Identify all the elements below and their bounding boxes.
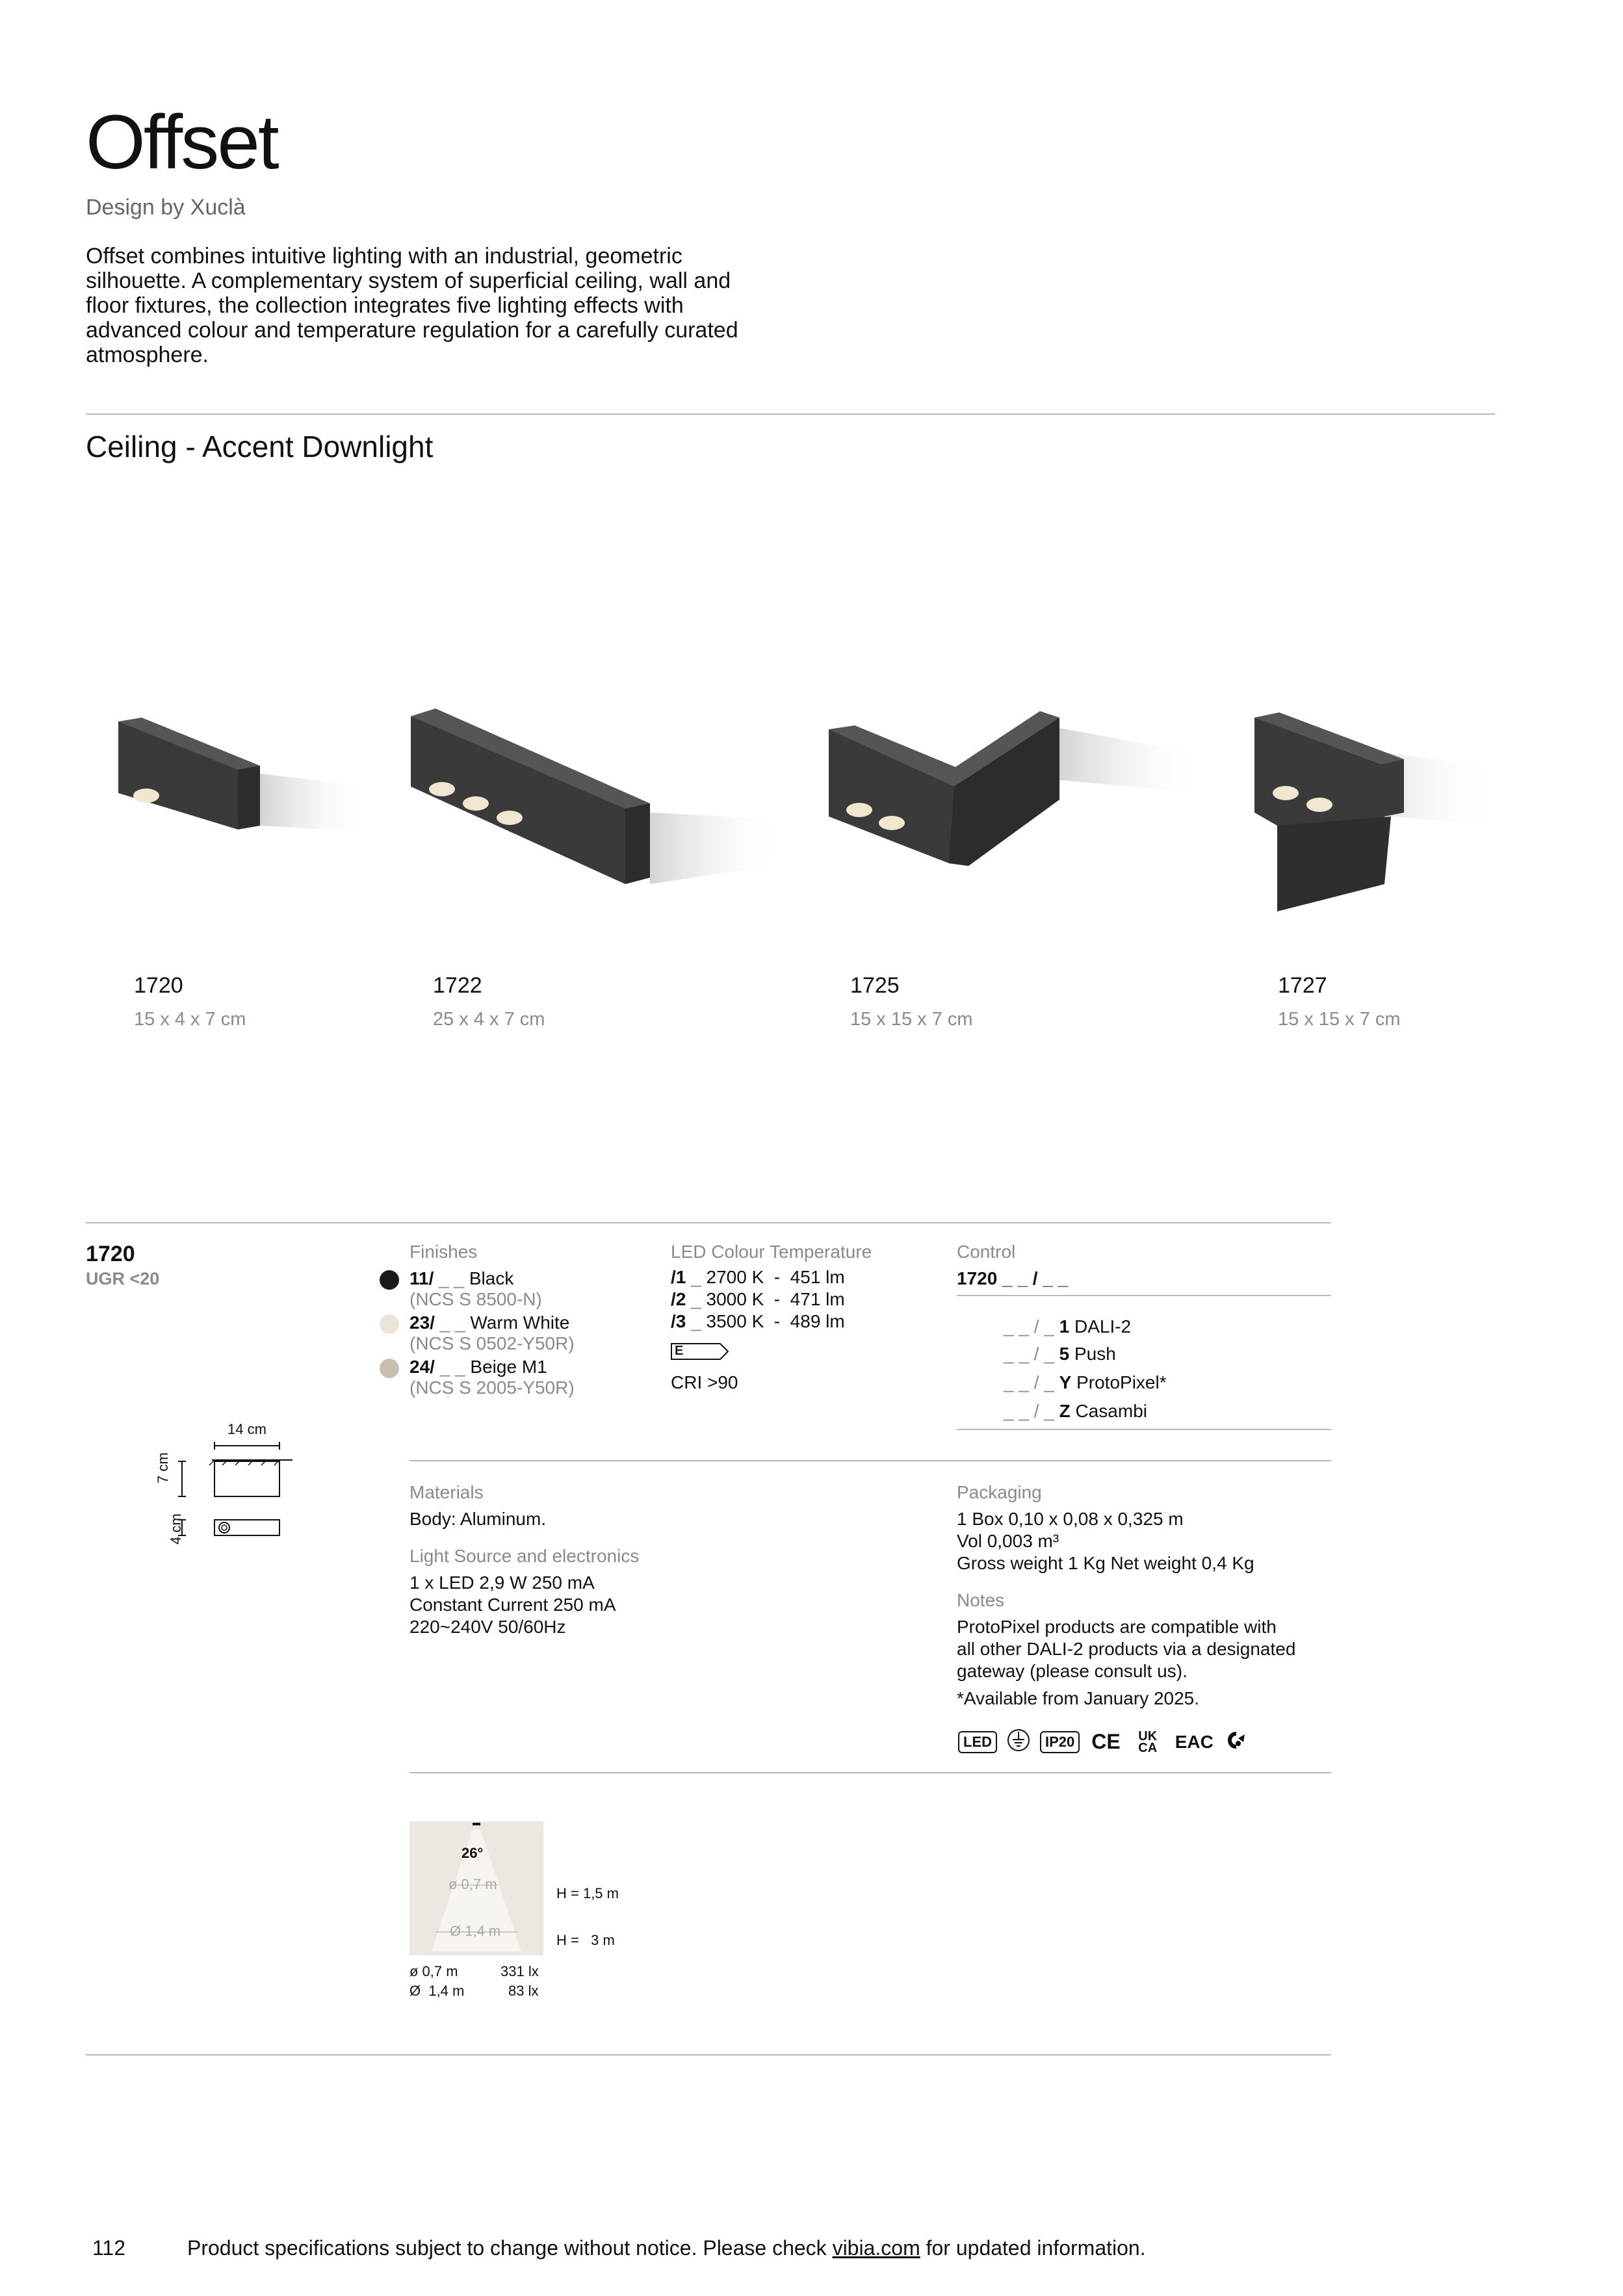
- swatch-beige: [380, 1359, 399, 1378]
- product-dimensions: 15 x 15 x 7 cm: [850, 1009, 973, 1030]
- notes-line: ProtoPixel products are compatible with: [957, 1617, 1277, 1637]
- finish-ncs: (NCS S 2005-Y50R): [409, 1377, 575, 1398]
- swatch-black: [380, 1270, 399, 1290]
- beam-diameter-2: Ø 1,4 m: [450, 1923, 501, 1939]
- photometry-lux: 83 lx: [508, 1983, 539, 1999]
- notes-line: all other DALI-2 products via a designated: [957, 1639, 1296, 1659]
- energy-class-badge: E: [671, 1343, 729, 1360]
- footer-disclaimer: Product specifications subject to change without notice. Please check vibia.com for updated information.: [187, 2236, 1146, 2260]
- spec-model: 1720: [86, 1242, 135, 1266]
- ce-mark-icon: CE: [1091, 1730, 1121, 1753]
- led-label: LED Colour Temperature: [671, 1242, 872, 1262]
- designer-credit: Design by Xuclà: [86, 195, 246, 220]
- finish-ncs: (NCS S 0502-Y50R): [409, 1333, 575, 1353]
- product-image-1725: [829, 711, 1202, 866]
- height-1: H = 1,5 m: [556, 1885, 619, 1901]
- divider: [86, 1222, 1331, 1223]
- cri-value: CRI >90: [671, 1372, 738, 1392]
- light-source-label: Light Source and electronics: [409, 1546, 640, 1566]
- materials-label: Materials: [409, 1482, 484, 1502]
- swatch-warm-white: [380, 1314, 399, 1334]
- product-illustrations: [97, 689, 1592, 923]
- packaging-line: Gross weight 1 Kg Net weight 0,4 Kg: [957, 1553, 1254, 1573]
- control-divider: [957, 1429, 1331, 1430]
- drawing-depth-label: 4 cm: [168, 1513, 184, 1545]
- section-title: Ceiling - Accent Downlight: [86, 430, 434, 463]
- notes-line: gateway (please consult us).: [957, 1661, 1188, 1681]
- photometry-diameter: Ø 1,4 m: [409, 1983, 465, 1999]
- control-label: Control: [957, 1242, 1016, 1262]
- ground-symbol-icon: [1006, 1728, 1031, 1756]
- product-dimensions: 15 x 15 x 7 cm: [1278, 1009, 1401, 1030]
- product-dimensions: 15 x 4 x 7 cm: [134, 1009, 246, 1030]
- beam-diameter-1: ø 0,7 m: [448, 1876, 497, 1892]
- control-divider: [957, 1295, 1331, 1296]
- notes-label: Notes: [957, 1590, 1005, 1610]
- materials-value: Body: Aluminum.: [409, 1509, 547, 1529]
- height-2: H = 3 m: [556, 1932, 615, 1948]
- notes-line: *Available from January 2025.: [957, 1688, 1200, 1708]
- photometry-diagram: [409, 1821, 543, 1955]
- product-code: 1727: [1278, 973, 1327, 998]
- packaging-line: 1 Box 0,10 x 0,08 x 0,325 m: [957, 1509, 1184, 1529]
- finish-item: 24/ _ _ Beige M1: [409, 1357, 547, 1377]
- control-row: _ _ / _ Z Casambi: [1004, 1401, 1147, 1421]
- product-code: 1725: [850, 973, 900, 998]
- finish-item: 23/ _ _ Warm White: [409, 1312, 570, 1333]
- control-row: _ _ / _ 1 DALI-2: [1004, 1316, 1132, 1337]
- divider: [86, 413, 1495, 415]
- vibia-link[interactable]: vibia.com: [832, 2236, 920, 2260]
- product-dimensions: 25 x 4 x 7 cm: [433, 1009, 545, 1030]
- finish-ncs: (NCS S 8500-N): [409, 1289, 542, 1309]
- packaging-label: Packaging: [957, 1482, 1042, 1502]
- drawing-width-label: 14 cm: [227, 1421, 266, 1437]
- control-code: 1720 _ _ / _ _: [957, 1268, 1069, 1288]
- drawing-height-label: 7 cm: [155, 1452, 171, 1483]
- photometry-lux: 331 lx: [500, 1963, 539, 1979]
- photometry-diameter: ø 0,7 m: [409, 1963, 458, 1979]
- product-image-1722: [411, 709, 780, 884]
- ukca-mark-icon: UK CA: [1138, 1729, 1158, 1755]
- led-row: /1 _ 2700 K - 451 lm: [671, 1267, 845, 1287]
- finish-item: 11/ _ _ Black: [409, 1268, 514, 1288]
- beam-angle: 26°: [461, 1845, 484, 1861]
- product-image-1720: [118, 718, 370, 832]
- product-code: 1722: [433, 973, 482, 998]
- light-source-line: Constant Current 250 mA: [409, 1595, 616, 1615]
- product-image-1727: [1254, 712, 1495, 911]
- light-source-line: 1 x LED 2,9 W 250 mA: [409, 1572, 595, 1593]
- eac-mark-icon: EAC: [1175, 1731, 1214, 1752]
- led-row: /2 _ 3000 K - 471 lm: [671, 1289, 845, 1309]
- light-source-line: 220~240V 50/60Hz: [409, 1617, 566, 1637]
- divider: [409, 1460, 1331, 1461]
- intro-paragraph: Offset combines intuitive lighting with an industrial, geometric silhouette. A complementary system of superficial ceiling, wall and floor fixtures, the collection integrates five lighting effects with advanced colour and temperature regulation for a carefully curated atmosphere.: [86, 244, 738, 367]
- led-row: /3 _ 3500 K - 489 lm: [671, 1311, 845, 1331]
- page-number: 112: [92, 2236, 126, 2260]
- certification-row: [958, 1728, 1247, 1756]
- packaging-line: Vol 0,003 m³: [957, 1531, 1059, 1551]
- control-row: _ _ / _ 5 Push: [1004, 1344, 1116, 1364]
- dimension-drawing: [162, 1437, 292, 1541]
- recycle-icon: [1225, 1729, 1247, 1755]
- ugr-rating: UGR <20: [86, 1269, 160, 1288]
- ip-rating-icon: IP20: [1040, 1731, 1080, 1753]
- led-cert-icon: LED: [958, 1731, 997, 1753]
- divider: [409, 1772, 1331, 1773]
- control-row: _ _ / _ Y ProtoPixel*: [1004, 1372, 1167, 1392]
- finishes-label: Finishes: [409, 1242, 478, 1262]
- product-code: 1720: [134, 973, 183, 998]
- divider: [86, 2054, 1331, 2055]
- page-title: Offset: [86, 99, 278, 185]
